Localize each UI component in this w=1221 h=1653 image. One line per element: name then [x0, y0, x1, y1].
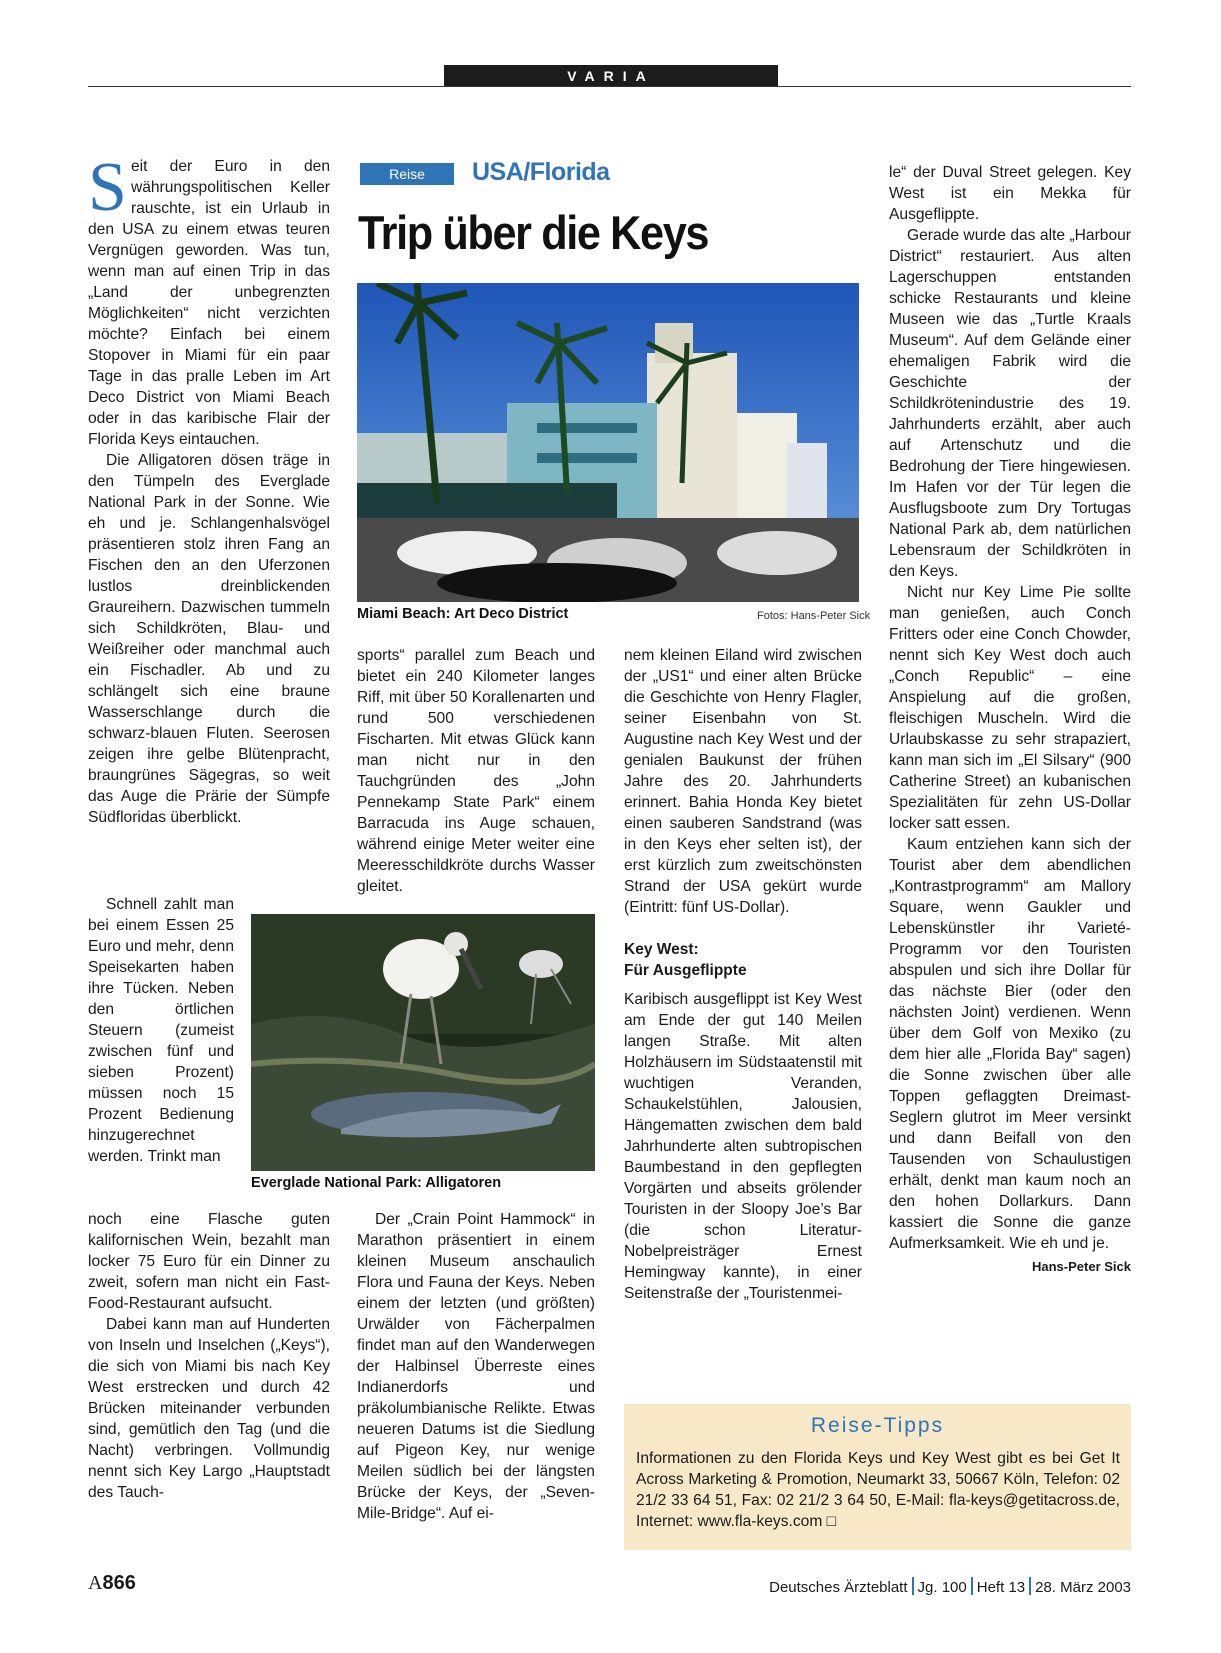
journal-footer	[769, 1577, 1131, 1596]
end-mark-icon: □	[826, 1513, 837, 1530]
category-label: Reise	[360, 163, 454, 185]
paragraph-text: eit der Euro in den währungspolitischen Keller rauschte, ist ein Urlaub in den USA zu einem etwas teuren Vergnügen geworden. Was tun, wenn man auf einen Trip in das „Land der unbegrenzten Möglichkeiten“ nicht verzichten möchte? Einfach bei einem Stopover in Miami für ein paar Tage in das pralle Leben im Art Deco District von Miami Beach oder in das karibische Flair der Florida Keys eintauchen.	[88, 158, 330, 448]
article-kicker: USA/Florida	[472, 158, 610, 186]
paragraph: noch eine Flasche guten kalifornischen Wein, bezahlt man locker 75 Euro für ein Dinner zu zweit, sofern man nicht ein Fast-Food-Restaurant aufsucht.	[88, 1211, 330, 1312]
paragraph	[889, 834, 1131, 1274]
paragraph: Schnell zahlt man bei einem Essen 25 Euro und mehr, denn Speisekarten haben ihre Tücken. Neben den örtlichen Steuern (zumeist zwischen fünf und sieben Prozent) müssen noch 15 Prozent Bedienung hinzugerechnet werden. Trinkt man	[88, 896, 234, 1165]
tips-title: Reise-Tipps	[810, 1414, 945, 1437]
paragraph: sports“ parallel zum Beach und bietet ein 240 Kilometer langes Riff, mit über 50 Korallenarten und rund 500 verschiedenen Fischarten. Mit etwas Glück kann man nicht nur in den Tauchgründen des „John Pennekamp State Park“ einem Barracuda ins Auge schauen, während einige Meter weiter eine Meeresschildkröte durchs Wasser gleitet.	[357, 647, 595, 895]
paragraph: Der „Crain Point Hammock“ in Marathon präsentiert in einem kleinen Museum anschaulich Flora und Fauna der Keys. Neben einem der letzten (und größten) Urwälder von Fächerpalmen findet man auf den Wanderwegen der Halbinsel Überreste eines Indianerdorfs und präkolumbianische Relikte. Etwas neueren Datums ist die Siedlung auf Pigeon Key, nur wenige Meilen südlich bei der längsten Brücke der Keys, der „Seven-Mile-Bridge“. Auf ei-	[357, 1211, 595, 1522]
photo-caption: Miami Beach: Art Deco District	[357, 606, 569, 622]
section-label: VARIA	[444, 65, 778, 87]
tips-body	[636, 1448, 1120, 1532]
article-column-4	[889, 162, 1131, 1277]
header-rule	[88, 86, 1131, 87]
subheading-line: Für Ausgeflippte	[624, 962, 747, 979]
article-column-2	[357, 645, 595, 897]
everglades-photo	[251, 914, 595, 1171]
separator	[1029, 1577, 1031, 1595]
miami-beach-photo	[357, 283, 859, 602]
article-column-1-narrow	[88, 894, 234, 1167]
article-column-1	[88, 149, 330, 828]
journal-date: 28. März 2003	[1035, 1579, 1131, 1596]
article-column-2-lower	[357, 1209, 595, 1524]
page-prefix: A	[88, 1572, 103, 1594]
paragraph: Dabei kann man auf Hunderten von Inseln und Inselchen („Keys“), die sich von Miami bis nach Key West erstrecken und durch 42 Brücken miteinander verbunden sind, gemütlich den Tag (und die Nacht) verbringen. Vollmundig nennt sich Key Largo „Hauptstadt des Tauch-	[88, 1316, 330, 1501]
paragraph: Karibisch ausgeflippt ist Key West am Ende der gut 140 Meilen langen Straße. Mit alten Holzhäusern im Südstaatenstil mit wuchtigen Veranden, Schaukelstühlen, Jalousien, Hängematten zwischen dem bald Jahrhunderte alten subtropischen Baumbestand in den gepflegten Vorgärten und abseits grölender Touristen in der Sloopy Joe’s Bar (die schon Literatur-Nobelpreisträger Ernest Hemingway kannte), in einer Seitenstraße der „Touristenmei-	[624, 991, 862, 1302]
paragraph: nem kleinen Eiland wird zwischen der „US1“ und einer alten Brücke die Geschichte von Henry Flagler, seiner Eisenbahn von St. Augustine nach Key West und der genialen Baukunst der frühen Jahre des 20. Jahrhunderts erinnert. Bahia Honda Key bietet einen sauberen Sandstrand (was in den Keys eher selten ist), der erst kürzlich zum zweitschönsten Strand der USA gekürt wurde (Eintritt: fünf US-Dollar).	[624, 647, 862, 916]
page-number	[88, 1572, 136, 1595]
journal-volume: Jg. 100	[917, 1579, 967, 1596]
paragraph: Nicht nur Key Lime Pie sollte man genießen, auch Conch Fritters oder eine Conch Chowder, nennt sich Key West doch auch „Conch Republic“ – eine Anspielung auf die großen, fleischigen Muscheln. Wird die Urlaubskasse zu sehr strapaziert, kann man sich im „El Silsary“ (900 Catherine Street) an kubanischen Spezialitäten für zehn US-Dollar locker satt essen.	[889, 584, 1131, 832]
paragraph	[88, 149, 330, 450]
paragraph: le“ der Duval Street gelegen. Key West ist ein Mekka für Ausgeflippte.	[889, 164, 1131, 223]
photo-credit: Fotos: Hans-Peter Sick	[757, 610, 871, 622]
paragraph: Die Alligatoren dösen träge in den Tümpeln des Everglade National Park in der Sonne. Wie eh und je. Schlangenhalsvögel präsentieren stolz ihren Fang an Fischen den an den Uferzonen lustlos dreinblickenden Graureihern. Dazwischen tummeln sich Schildkröten, Blau- und Weißreiher oder manchmal auch ein Fischadler. Ab und zu schlängelt sich eine braune Wasserschlange durch die schwarz-blauen Fluten. Seerosen zeigen ihre gelbe Blütenpracht, braungrünes Sägegras, so weit das Auge die Prärie der Sümpfe Südfloridas überblickt.	[88, 452, 330, 826]
author-byline: Hans-Peter Sick	[1032, 1259, 1131, 1274]
separator	[971, 1577, 973, 1595]
dropcap: S	[88, 149, 127, 226]
paragraph: Gerade wurde das alte „Harbour District“ restauriert. Aus alten Lagerschuppen entstanden schicke Restaurants und kleine Museen wie das „Turtle Kraals Museum“. Auf dem Gelände einer ehemaligen Fabrik wird die Geschichte der Schildkrötenindustrie des 19. Jahrhunderts erzählt, aber auch auf Artenschutz und die Bedrohung der Tiere hingewiesen. Im Hafen vor der Tür legen die Ausflugsboote zum Dry Tortugas National Park ab, dem natürlichen Lebensraum der Schildkröten in den Keys.	[889, 227, 1131, 580]
article-column-1-lower	[88, 1209, 330, 1503]
page-number-value: 866	[102, 1572, 136, 1594]
travel-tips-box	[624, 1404, 1131, 1550]
journal-name: Deutsches Ärzteblatt	[769, 1579, 908, 1596]
tips-text: Informationen zu den Florida Keys und Key West gibt es bei Get It Across Marketing & Promotion, Neumarkt 33, 50667 Köln, Telefon: 02 21/2 33 64 51, Fax: 02 21/2 3 64 50, E-Mail: fla-keys@getitacross.de, Internet: www.fla-keys.com	[636, 1450, 1120, 1530]
paragraph-text: Kaum entziehen kann sich der Tourist aber dem abendlichen „Kontrastprogramm“ am Mallory Square, wenn Gaukler und Lebenskünstler ihr Varieté-Programm vor den Touristen abspulen und sich ihre Dollar für das nächste Bier (oder den nächsten Joint) verdienen. Wenn über dem Golf von Mexiko (zu dem hier alle „Florida Bay“ sagen) die Sonne zwischen über alle Toppen geflaggten Dreimast-Seglern glutrot im Meer versinkt und dann Beifall von den Tausenden von Schaulustigen erhält, denkt man kaum noch an den hohen Dollarkurs. Dann kassiert die Sonne die ganze Aufmerksamkeit. Wie eh und je.	[889, 836, 1131, 1252]
separator	[912, 1577, 914, 1595]
photo-caption: Everglade National Park: Alligatoren	[251, 1175, 502, 1191]
article-column-3	[624, 645, 862, 1304]
subheading-line: Key West:	[624, 941, 699, 958]
journal-issue: Heft 13	[976, 1579, 1026, 1596]
article-headline: Trip über die Keys	[358, 206, 709, 259]
